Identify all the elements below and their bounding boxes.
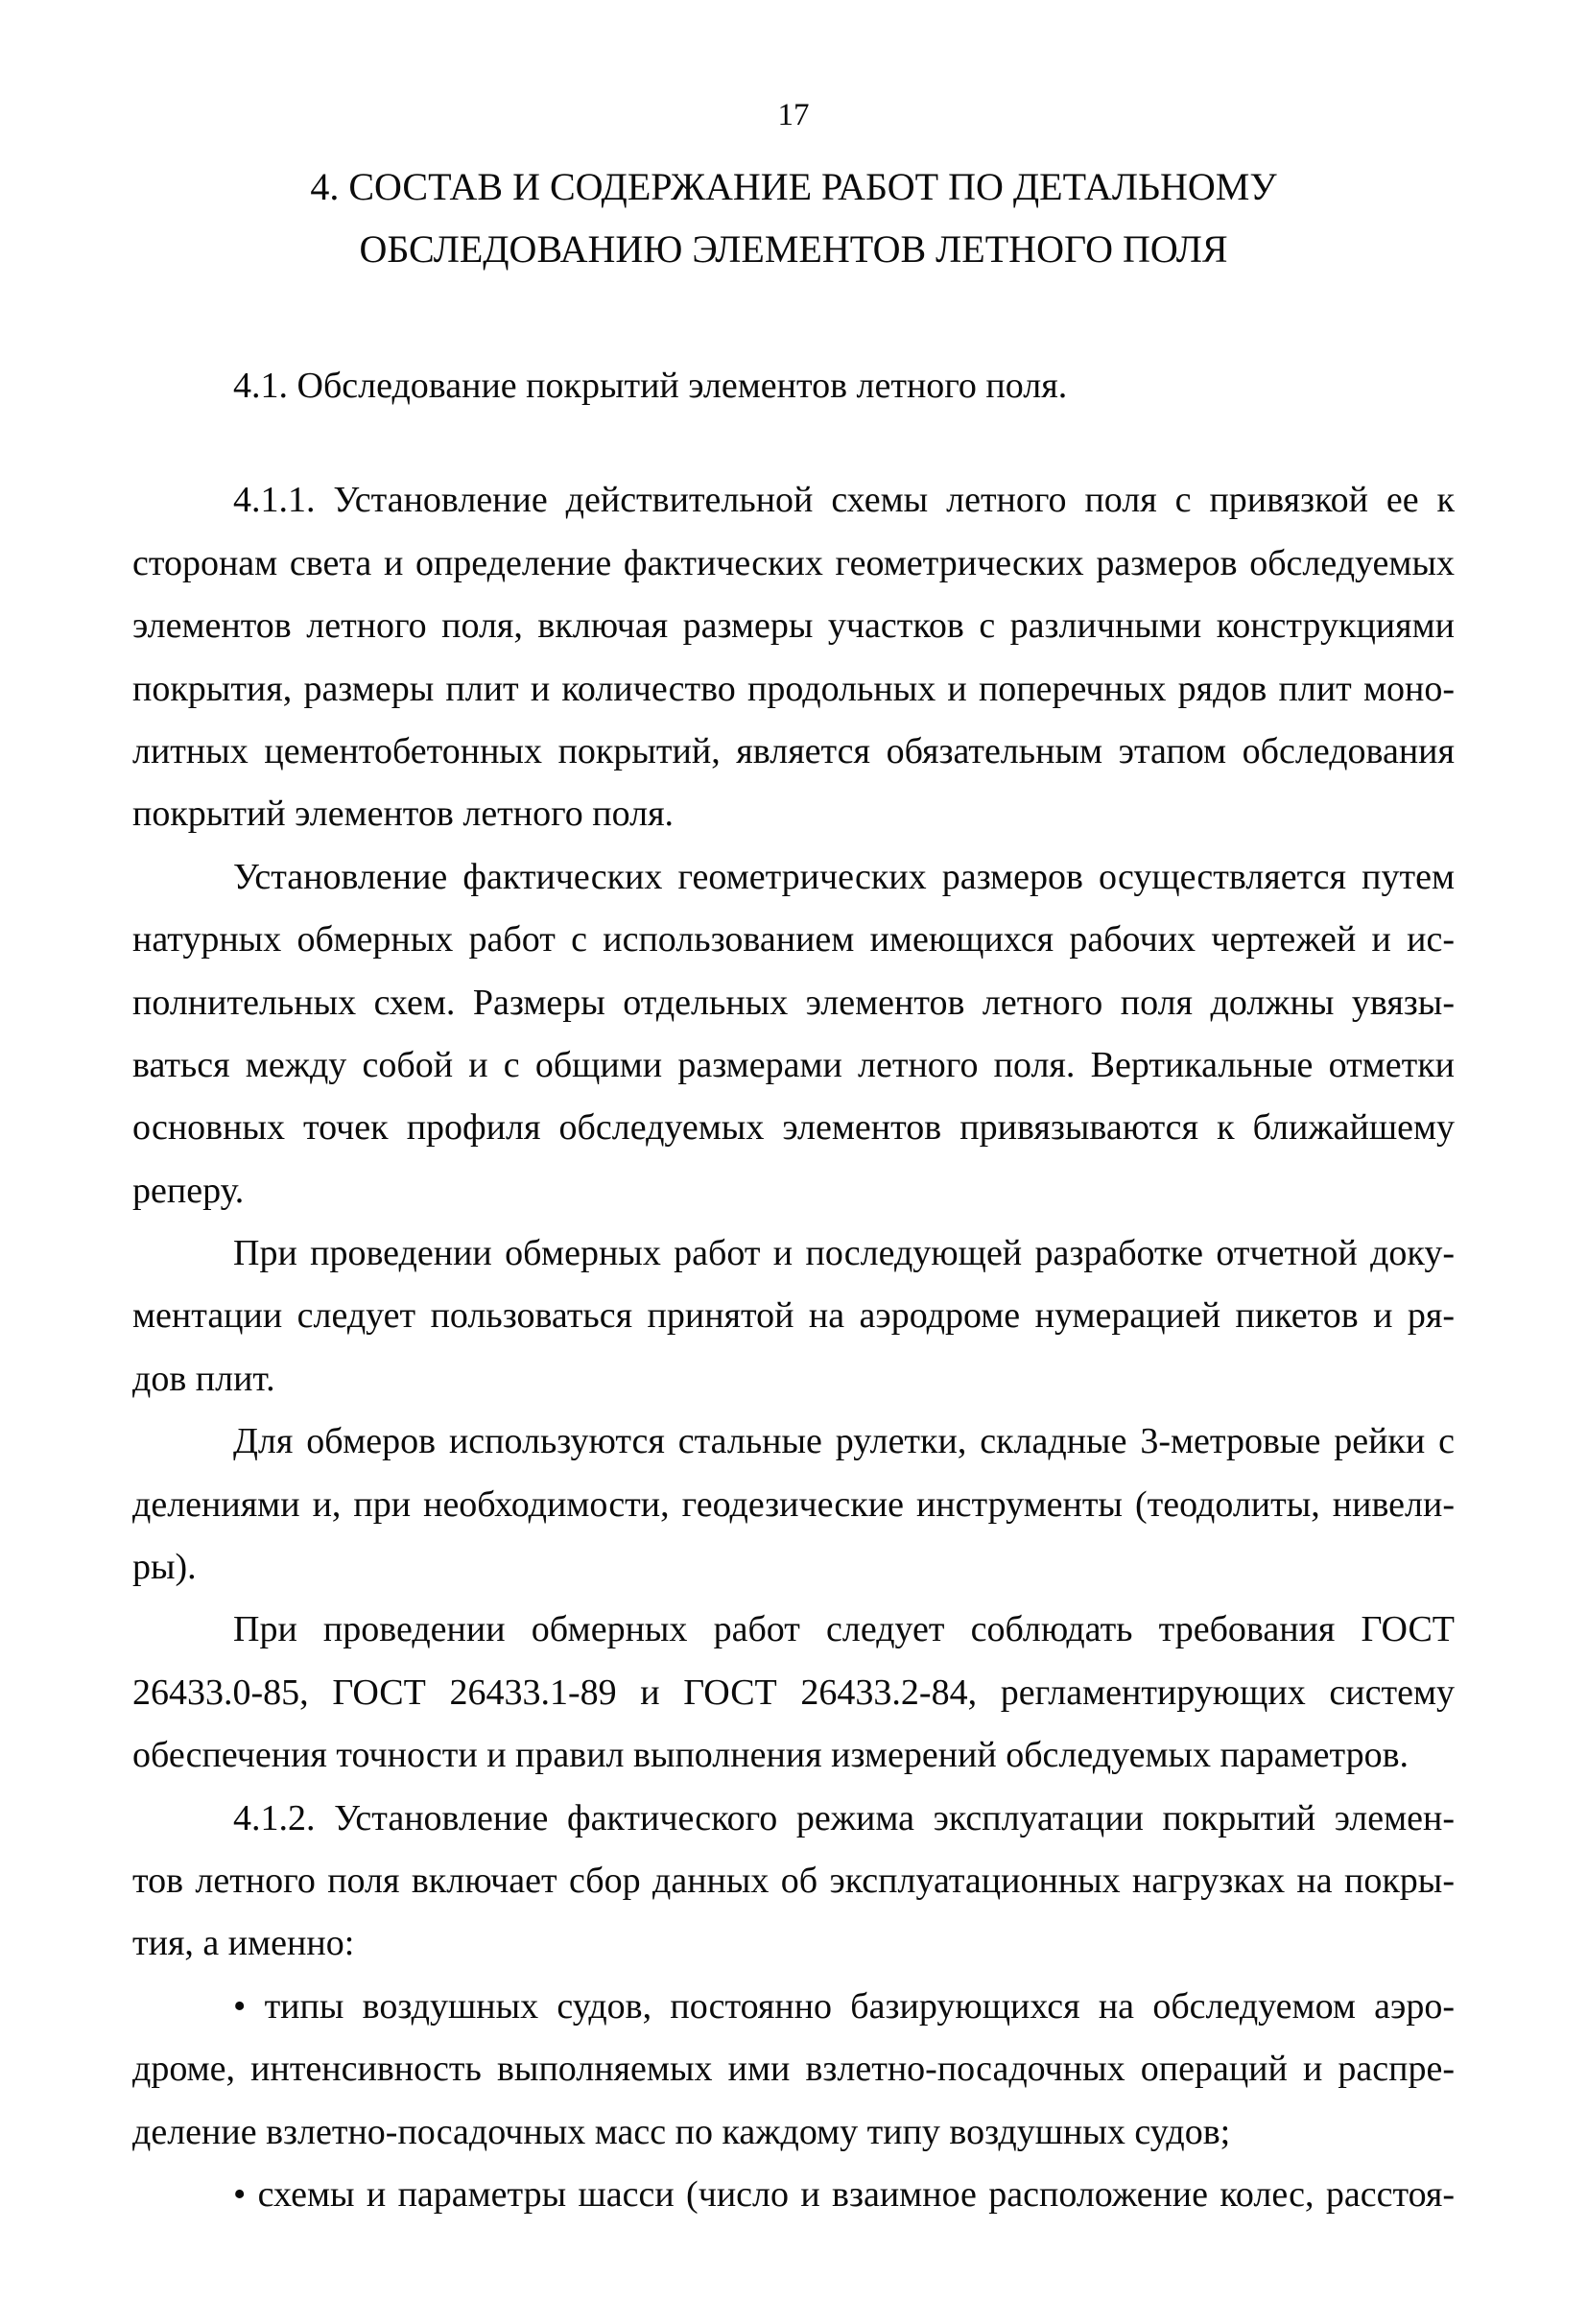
bullet-item-chassis bbox=[132, 2164, 1455, 2226]
bullet-line: дроме, интенсивность выполняемых ими взлетно-посадочных операций и распре- bbox=[132, 2049, 1455, 2090]
paragraph-line: покрытия, размеры плит и количество продольных и поперечных рядов плит моно- bbox=[132, 668, 1455, 709]
chapter-title-line-2: ОБСЛЕДОВАНИЮ ЭЛЕМЕНТОВ ЛЕТНОГО ПОЛЯ bbox=[359, 227, 1228, 271]
paragraph-geometry bbox=[132, 846, 1455, 1222]
paragraph-line: полнительных схем. Размеры отдельных элементов летного поля должны увязы- bbox=[132, 982, 1455, 1023]
paragraph-line: сторонам света и определение фактических геометрических размеров обследуемых bbox=[132, 542, 1455, 583]
paragraph-line: 4.1.1. Установление действительной схемы летного поля с привязкой ее к bbox=[233, 480, 1455, 521]
paragraph-line: Установление фактических геометрических размеров осуществляется путем bbox=[233, 856, 1455, 897]
paragraph-line: 4.1.2. Установление фактического режима эксплуатации покрытий элемен- bbox=[233, 1797, 1455, 1838]
bullet-line: • типы воздушных судов, постоянно базирующихся на обследуемом аэро- bbox=[233, 1985, 1455, 2027]
bullet-item-aircraft-types bbox=[132, 1976, 1455, 2164]
paragraph-line: ваться между собой и с общими размерами летного поля. Вертикальные отметки bbox=[132, 1044, 1455, 1085]
paragraph-line: дов плит. bbox=[132, 1358, 275, 1399]
bullet-line: деление взлетно-посадочных масс по каждому типу воздушных судов; bbox=[132, 2111, 1231, 2152]
chapter-title bbox=[154, 155, 1433, 280]
section-heading: 4.1. Обследование покрытий элементов летного поля. bbox=[233, 366, 1068, 406]
paragraph-line: основных точек профиля обследуемых элементов привязываются к ближайшему bbox=[132, 1107, 1455, 1149]
paragraph-line: элементов летного поля, включая размеры участков с различными конструкциями bbox=[132, 605, 1455, 647]
paragraph-line: При проведении обмерных работ и последующей разработке отчетной доку- bbox=[233, 1233, 1455, 1274]
paragraph-line: При проведении обмерных работ следует соблюдать требования ГОСТ bbox=[233, 1609, 1455, 1650]
chapter-title-line-1: 4. СОСТАВ И СОДЕРЖАНИЕ РАБОТ ПО ДЕТАЛЬНОМУ bbox=[310, 165, 1277, 208]
paragraph-line: тия, а именно: bbox=[132, 1923, 355, 1964]
paragraph-4-1-1 bbox=[132, 469, 1455, 845]
paragraph-line: делениями и, при необходимости, геодезические инструменты (теодолиты, нивели- bbox=[132, 1483, 1455, 1525]
paragraph-4-1-2 bbox=[132, 1788, 1455, 1976]
paragraph-line: 26433.0-85, ГОСТ 26433.1-89 и ГОСТ 26433.2-84, регламентирующих систему bbox=[132, 1672, 1455, 1713]
paragraph-instruments bbox=[132, 1411, 1455, 1599]
paragraph-line: покрытий элементов летного поля. bbox=[132, 794, 675, 835]
paragraph-line: обеспечения точности и правил выполнения измерений обследуемых параметров. bbox=[132, 1735, 1409, 1776]
paragraph-gost bbox=[132, 1599, 1455, 1787]
paragraph-line: натурных обмерных работ с использованием имеющихся рабочих чертежей и ис- bbox=[132, 919, 1455, 960]
paragraph-line: литных цементобетонных покрытий, является обязательным этапом обследования bbox=[132, 730, 1455, 771]
paragraph-line: ментации следует пользоваться принятой на аэродроме нумерацией пикетов и ря- bbox=[132, 1295, 1455, 1337]
paragraph-line: Для обмеров используются стальные рулетки, складные 3-метровые рейки с bbox=[233, 1421, 1455, 1462]
paragraph-line: ры). bbox=[132, 1547, 197, 1588]
paragraph-line: тов летного поля включает сбор данных об эксплуатационных нагрузках на покры- bbox=[132, 1860, 1455, 1901]
paragraph-line: реперу. bbox=[132, 1170, 245, 1211]
paragraph-documentation bbox=[132, 1222, 1455, 1411]
body-text bbox=[132, 355, 1455, 2226]
page-number: 17 bbox=[777, 98, 810, 132]
bullet-line: • схемы и параметры шасси (число и взаимное расположение колес, расстоя- bbox=[233, 2173, 1455, 2215]
